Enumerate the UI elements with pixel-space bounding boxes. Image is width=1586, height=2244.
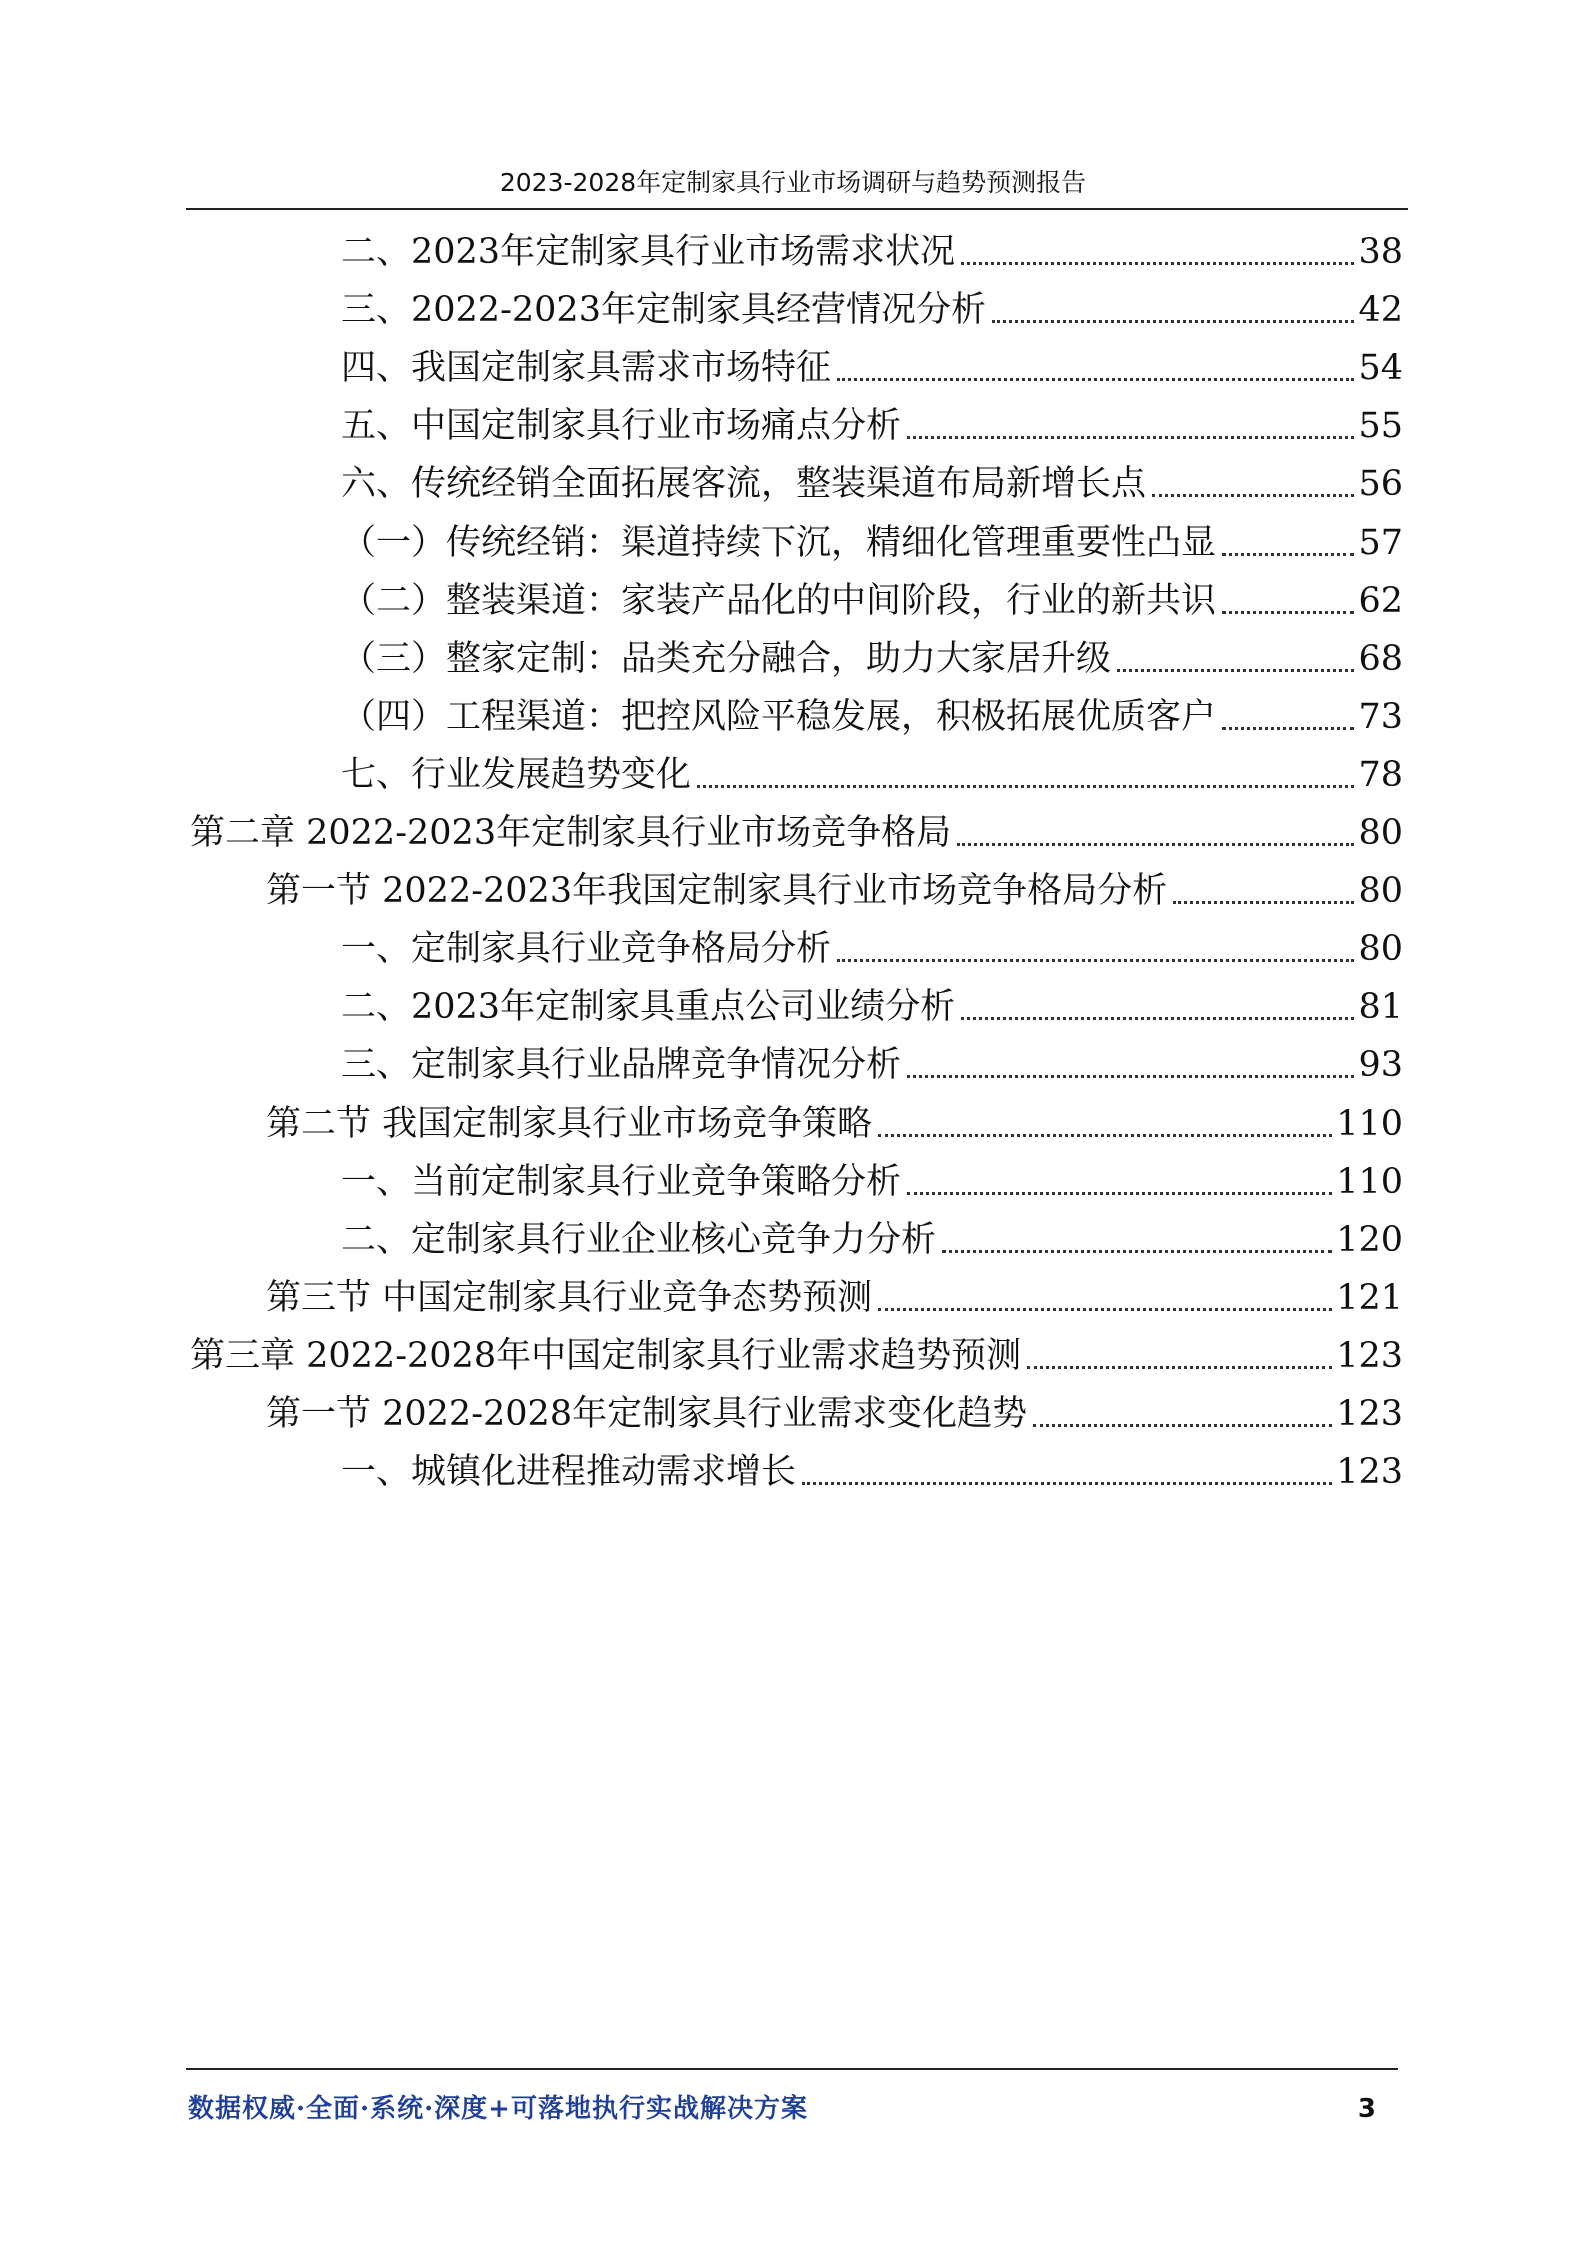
toc-entry[interactable] [190,805,1403,855]
toc-entry-title: 二、定制家具行业企业核心竞争力分析 [341,1220,937,1260]
toc-entry-title: 一、当前定制家具行业竞争策略分析 [341,1162,902,1202]
toc-entry-page: 54 [1358,348,1403,388]
toc-entry-title: （二）整装渠道：家装产品化的中间阶段，行业的新共识 [341,581,1217,621]
toc-entry-page: 38 [1358,232,1403,272]
toc-entry-title: 四、我国定制家具需求市场特征 [341,348,832,388]
toc-entry-title: 一、城镇化进程推动需求增长 [341,1452,797,1492]
toc-entry[interactable] [341,340,1403,390]
toc-entry[interactable] [341,456,1403,506]
toc-dot-leader [878,1134,1332,1137]
toc-entry-page: 56 [1358,464,1403,504]
toc-dot-leader [1222,727,1354,730]
toc-entry[interactable] [266,1096,1403,1146]
toc-dot-leader [837,959,1354,962]
toc-entry-page: 73 [1358,697,1403,737]
toc-dot-leader [837,378,1354,381]
toc-entry-page: 57 [1358,523,1403,563]
page-number: 3 [1357,2094,1376,2124]
toc-entry[interactable] [341,747,1403,797]
toc-entry-title: 第一节 2022-2023年我国定制家具行业市场竞争格局分析 [266,871,1168,911]
toc-dot-leader [992,320,1354,323]
toc-dot-leader [1152,494,1354,497]
toc-entry[interactable] [341,1444,1403,1494]
toc-entry-title: （一）传统经销：渠道持续下沉，精细化管理重要性凸显 [341,523,1217,563]
toc-entry-page: 123 [1336,1452,1403,1492]
toc-entry-title: （三）整家定制：品类充分融合，助力大家居升级 [341,639,1112,679]
toc-entry-page: 80 [1358,871,1403,911]
toc-entry-page: 62 [1358,581,1403,621]
document-header-title: 2023-2028年定制家具行业市场调研与趋势预测报告 [499,168,1087,197]
toc-entry-page: 121 [1336,1278,1403,1318]
toc-entry-title: 二、2023年定制家具重点公司业绩分析 [341,987,956,1027]
toc-entry-page: 81 [1358,987,1403,1027]
toc-dot-leader [907,1192,1332,1195]
toc-entry-title: 第三章 2022-2028年中国定制家具行业需求趋势预测 [190,1336,1022,1376]
toc-entry[interactable] [341,1037,1403,1087]
toc-entry-page: 78 [1358,755,1403,795]
toc-entry-page: 55 [1358,406,1403,446]
toc-entry-page: 80 [1358,813,1403,853]
toc-entry-title: 二、2023年定制家具行业市场需求状况 [341,232,956,272]
toc-entry-page: 120 [1336,1220,1403,1260]
toc-entry-title: 第二节 我国定制家具行业市场竞争策略 [266,1104,873,1144]
toc-entry[interactable] [266,1270,1403,1320]
toc-entry-title: 五、中国定制家具行业市场痛点分析 [341,406,902,446]
toc-entry[interactable] [341,398,1403,448]
toc-entry-page: 110 [1336,1162,1403,1202]
toc-dot-leader [961,1017,1354,1020]
toc-dot-leader [697,785,1354,788]
toc-entry[interactable] [341,689,1403,739]
footer-slogan: 数据权威·全面·系统·深度+可落地执行实战解决方案 [188,2094,808,2124]
toc-entry[interactable] [341,921,1403,971]
toc-entry-page: 123 [1336,1394,1403,1434]
toc-dot-leader [957,843,1354,846]
toc-entry-title: 第二章 2022-2023年定制家具行业市场竞争格局 [190,813,952,853]
footer-divider [186,2068,1398,2070]
toc-entry-title: 第一节 2022-2028年定制家具行业需求变化趋势 [266,1394,1028,1434]
toc-entry-title: （四）工程渠道：把控风险平稳发展，积极拓展优质客户 [341,697,1217,737]
toc-dot-leader [907,1075,1354,1078]
toc-dot-leader [1222,553,1354,556]
toc-entry[interactable] [341,631,1403,681]
toc-entry-page: 110 [1336,1104,1403,1144]
toc-dot-leader [1027,1366,1332,1369]
toc-entry-title: 六、传统经销全面拓展客流，整装渠道布局新增长点 [341,464,1147,504]
toc-entry-page: 80 [1358,929,1403,969]
toc-entry[interactable] [341,282,1403,332]
toc-entry-page: 123 [1336,1336,1403,1376]
toc-entry[interactable] [341,1154,1403,1204]
toc-entry[interactable] [341,1212,1403,1262]
toc-entry-title: 三、定制家具行业品牌竞争情况分析 [341,1045,902,1085]
toc-entry-page: 68 [1358,639,1403,679]
toc-dot-leader [961,262,1354,265]
toc-dot-leader [942,1250,1332,1253]
toc-entry[interactable] [341,224,1403,274]
toc-entry[interactable] [341,573,1403,623]
toc-entry-title: 七、行业发展趋势变化 [341,755,692,795]
toc-entry-title: 第三节 中国定制家具行业竞争态势预测 [266,1278,873,1318]
toc-entry[interactable] [341,979,1403,1029]
toc-dot-leader [907,436,1354,439]
toc-dot-leader [878,1308,1332,1311]
toc-entry[interactable] [266,1386,1403,1436]
toc-entry[interactable] [190,1328,1403,1378]
toc-entry-title: 一、定制家具行业竞争格局分析 [341,929,832,969]
toc-dot-leader [1033,1424,1332,1427]
toc-entry-title: 三、2022-2023年定制家具经营情况分析 [341,290,986,330]
toc-entry-page: 42 [1358,290,1403,330]
toc-entry-page: 93 [1358,1045,1403,1085]
toc-dot-leader [1173,901,1354,904]
toc-entry[interactable] [341,515,1403,565]
toc-entry[interactable] [266,863,1403,913]
toc-dot-leader [1222,611,1354,614]
toc-dot-leader [1117,669,1354,672]
toc-dot-leader [802,1482,1332,1485]
